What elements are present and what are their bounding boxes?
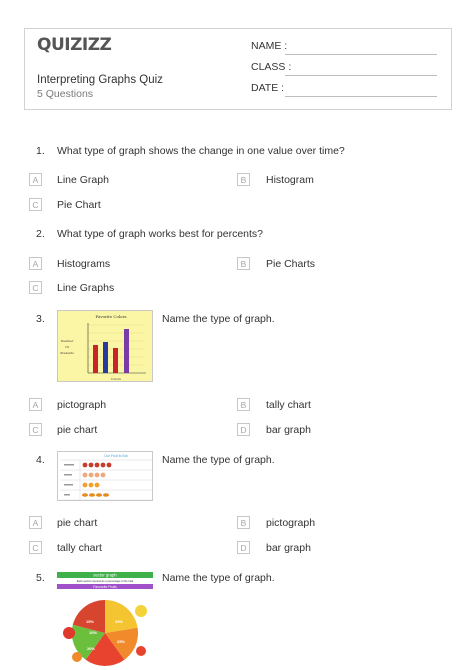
bar (93, 345, 98, 373)
slice-label: 20% (86, 646, 96, 651)
option-letter[interactable]: D (237, 423, 250, 436)
bar (113, 348, 118, 373)
bar (124, 329, 129, 373)
option-letter[interactable]: B (237, 398, 250, 411)
option-letter[interactable]: A (29, 257, 42, 270)
option-text[interactable]: Pie Charts (266, 258, 316, 270)
option-letter[interactable]: B (237, 257, 250, 270)
option-text[interactable]: tally chart (57, 542, 102, 554)
slice-label: 10% (88, 630, 98, 635)
pictograph-title: Our Fruit to Eat (104, 454, 128, 458)
bar (103, 342, 108, 373)
slice-label: 25% (116, 639, 126, 644)
question-number: 2. (36, 228, 45, 240)
option-text[interactable]: bar graph (266, 424, 311, 436)
pictograph-image (57, 451, 153, 501)
option-text[interactable]: pie chart (57, 517, 98, 529)
option-letter[interactable]: A (29, 398, 42, 411)
option-letter[interactable]: C (29, 423, 42, 436)
date-field[interactable] (285, 96, 437, 97)
bar-graph-image (57, 310, 153, 382)
name-field[interactable] (285, 54, 437, 55)
option-text[interactable]: Line Graph (57, 174, 109, 186)
bar-graph-ylabel: Of (65, 345, 69, 349)
question-text: What type of graph shows the change in one value over time? (57, 145, 345, 157)
question-number: 4. (36, 454, 45, 466)
option-text[interactable]: Line Graphs (57, 282, 115, 294)
banner-subtext: Each section represents a percentage of the total (76, 580, 134, 583)
option-letter[interactable]: C (29, 198, 42, 211)
option-text[interactable]: pictograph (57, 399, 107, 411)
question-text: What type of graph works best for percents? (57, 228, 264, 240)
option-letter[interactable]: B (237, 173, 250, 186)
option-text[interactable]: pictograph (266, 517, 316, 529)
name-label: NAME : (251, 40, 288, 52)
question-number: 1. (36, 145, 45, 157)
question-number: 3. (36, 313, 45, 325)
option-text[interactable]: Pie Chart (57, 199, 101, 211)
date-label: DATE : (251, 82, 285, 94)
bar-graph-title: Favorite Colors (95, 314, 127, 319)
bar-graph-xlabel: Colors (111, 377, 121, 381)
banner-text: sector graph (93, 572, 117, 578)
bar-graph-ylabel: Number (60, 339, 74, 343)
pictograph-picture (58, 452, 153, 501)
question-text: Name the type of graph. (162, 454, 275, 466)
bar-graph-picture (58, 311, 153, 382)
bar-graph-ylabel: Students (60, 351, 74, 355)
option-letter[interactable]: C (29, 281, 42, 294)
pie-chart-picture (57, 571, 153, 667)
class-label: CLASS : (251, 61, 292, 73)
option-letter[interactable]: C (29, 541, 42, 554)
option-text[interactable]: Histogram (266, 174, 314, 186)
question-text: Name the type of graph. (162, 572, 275, 584)
option-letter[interactable]: D (237, 541, 250, 554)
option-text[interactable]: pie chart (57, 424, 98, 436)
option-letter[interactable]: B (237, 516, 250, 529)
quiz-subtitle: 5 Questions (37, 88, 94, 100)
option-text[interactable]: tally chart (266, 399, 311, 411)
option-letter[interactable]: A (29, 173, 42, 186)
pie-chart-image (57, 571, 153, 667)
option-text[interactable]: Histograms (57, 258, 111, 270)
slice-label: 15% (85, 619, 95, 624)
class-field[interactable] (285, 75, 437, 76)
banner2-text: Favourite Fruits (93, 585, 117, 589)
option-letter[interactable]: A (29, 516, 42, 529)
question-text: Name the type of graph. (162, 313, 275, 325)
option-text[interactable]: bar graph (266, 542, 311, 554)
quiz-title: Interpreting Graphs Quiz (37, 74, 163, 86)
slice-label: 29% (114, 619, 124, 624)
quizizz-logo: QUIZIZZ (37, 35, 112, 55)
question-number: 5. (36, 572, 45, 584)
